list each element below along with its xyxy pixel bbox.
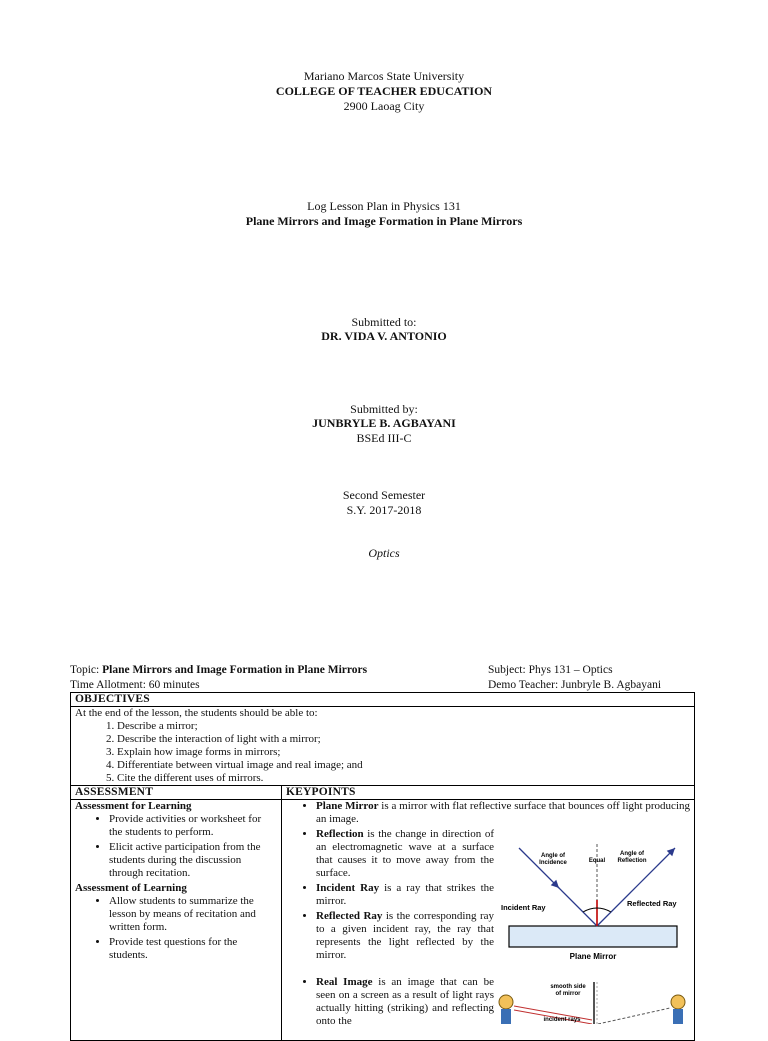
reflection-diagram: [497, 838, 692, 968]
objective-item: 1. Describe a mirror;: [117, 720, 690, 733]
keypoint-item: [316, 828, 494, 880]
objectives-intro: At the end of the lesson, the students should be able to:: [75, 707, 318, 719]
submitted-by-name: JUNBRYLE B. AGBAYANI: [312, 416, 456, 430]
person-left-body: [501, 1009, 511, 1024]
time-allotment: Time Allotment: 60 minutes: [70, 679, 200, 691]
angle-reflection-label-1: Angle of: [620, 851, 644, 857]
keypoint-term: Reflected Ray: [316, 910, 383, 922]
objectives-cell: [71, 707, 695, 786]
keypoint-text: is an image that can be seen on a screen as a result of light rays actually hitting (striking) and reflecting onto the: [316, 976, 494, 1027]
reflected-ray-label: Reflected Ray: [627, 899, 677, 908]
college-name: COLLEGE OF TEACHER EDUCATION: [275, 84, 493, 98]
demo-teacher: Demo Teacher: Junbryle B. Agbayani: [488, 679, 662, 691]
lesson-title: Plane Mirrors and Image Formation in Plane Mirrors: [245, 214, 523, 228]
assessment-of-learning-list: [75, 895, 277, 962]
assessment-for-learning-list: [75, 813, 277, 880]
keypoint-item: [316, 800, 690, 826]
keypoint-item: [316, 882, 494, 908]
angle-incidence-label-2: Incidence: [539, 860, 567, 866]
smooth-side-label-1: smooth side: [550, 984, 586, 990]
objective-item: 2. Describe the interaction of light with a mirror;: [117, 733, 690, 746]
assessment-item: • Elicit active participation from the students during the discussion through recitation.: [109, 841, 277, 880]
keypoint-text: is the corresponding ray to a given incident ray, the ray that represents the light reflected by the mirror.: [316, 910, 495, 961]
topic-prefix: Topic:: [70, 664, 103, 676]
mirror-surface: [509, 926, 677, 947]
objectives-header: OBJECTIVES: [71, 693, 695, 707]
assessment-of-learning-title: Assessment of Learning: [75, 882, 187, 894]
submitted-to-label: Submitted to:: [351, 315, 417, 329]
objective-item: 3. Explain how image forms in mirrors;: [117, 746, 690, 759]
smooth-side-label-2: of mirror: [555, 991, 581, 997]
topic-label: Optics: [368, 546, 400, 560]
address: 2900 Laoag City: [343, 99, 425, 113]
keypoint-term: Reflection: [316, 828, 364, 840]
real-image-diagram: [488, 980, 698, 1024]
objective-item: 5. Cite the different uses of mirrors.: [117, 772, 690, 785]
log-title: Log Lesson Plan in Physics 131: [307, 199, 461, 213]
angle-incidence-label-1: Angle of: [541, 853, 565, 859]
objectives-list: [75, 720, 690, 785]
subject-line: Subject: Phys 131 – Optics: [488, 664, 613, 676]
assessment-for-learning-title: Assessment for Learning: [75, 800, 192, 812]
school-year: S.Y. 2017-2018: [346, 503, 422, 517]
topic-value: Plane Mirrors and Image Formation in Plane Mirrors: [102, 664, 368, 676]
keypoint-term: Real Image: [316, 976, 373, 988]
plane-mirror-caption: Plane Mirror: [569, 952, 617, 961]
person-right-icon: [671, 995, 685, 1009]
keypoint-text: is a ray that strikes the mirror.: [316, 882, 495, 907]
submitted-to-name: DR. VIDA V. ANTONIO: [321, 329, 447, 343]
assessment-item: • Allow students to summarize the lesson by means of recitation and written form.: [109, 895, 277, 934]
keypoint-item: [316, 976, 494, 1028]
keypoint-item: [316, 910, 494, 962]
ray-line: [598, 1008, 670, 1024]
person-left-icon: [499, 995, 513, 1009]
submitted-by-label: Submitted by:: [350, 402, 418, 416]
semester: Second Semester: [342, 488, 426, 502]
objective-item: 4. Differentiate between virtual image and real image; and: [117, 759, 690, 772]
section: BSEd III-C: [356, 431, 412, 445]
topic-line: [70, 663, 367, 677]
keypoint-term: Incident Ray: [316, 882, 380, 894]
keypoint-text: is the change in direction of an electromagnetic wave at a surface that causes it to move away from the surface.: [316, 828, 494, 879]
university-name: Mariano Marcos State University: [303, 69, 465, 83]
keypoint-term: Plane Mirror: [316, 800, 379, 812]
incident-rays-label: incident rays: [543, 1017, 581, 1023]
person-right-body: [673, 1009, 683, 1024]
assessment-header: ASSESSMENT: [71, 786, 282, 800]
keypoints-header: KEYPOINTS: [282, 786, 695, 800]
equal-label: Equal: [588, 858, 606, 864]
incident-ray-label: Incident Ray: [501, 903, 546, 912]
angle-reflection-label-2: Reflection: [617, 858, 647, 864]
assessment-item: • Provide activities or worksheet for the students to perform.: [109, 813, 277, 839]
assessment-cell: [71, 800, 282, 1041]
incident-ray-arrow: [555, 884, 559, 888]
keypoint-text: is a mirror with flat reflective surface that bounces off light producing an image.: [316, 800, 690, 825]
assessment-item: • Provide test questions for the students.: [109, 936, 277, 962]
